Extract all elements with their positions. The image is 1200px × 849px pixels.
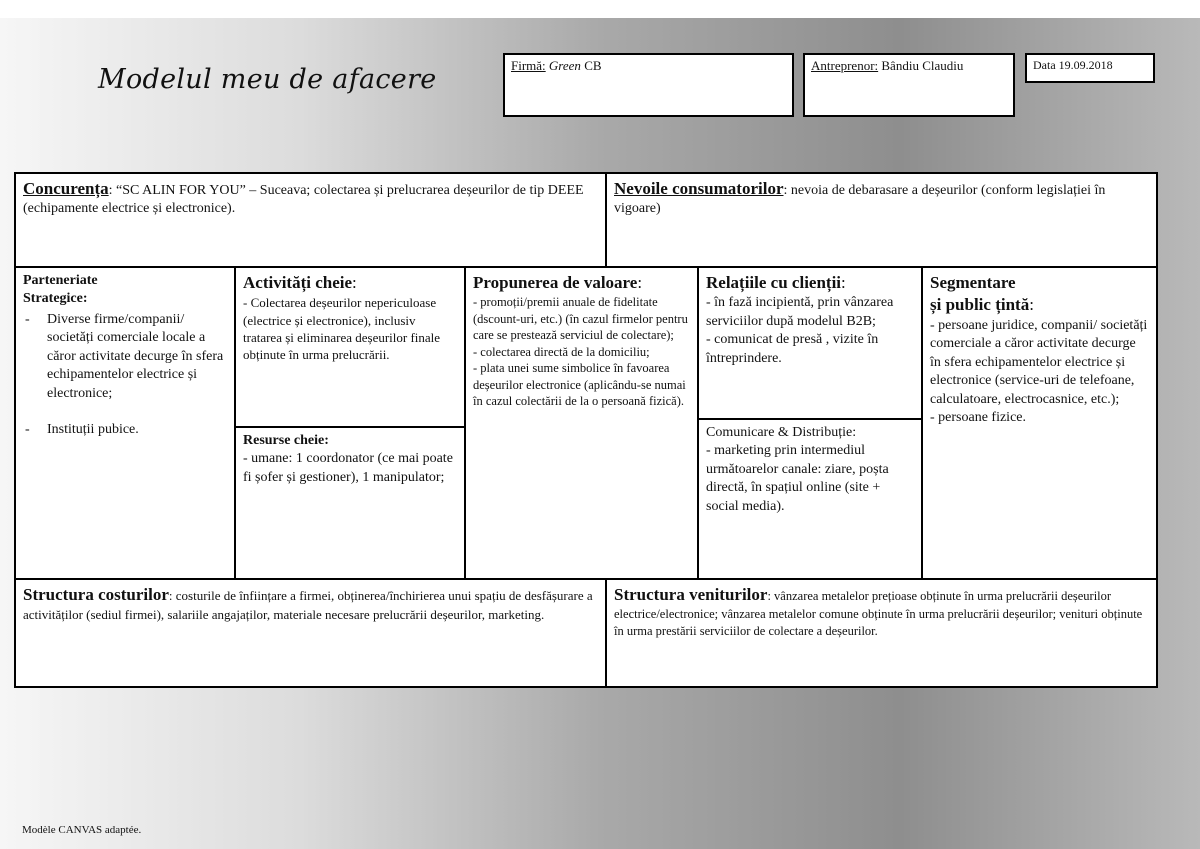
page-title: Modelul meu de afacere <box>98 64 437 95</box>
competition-heading: Concurența <box>23 179 109 198</box>
value-proposition-cell <box>464 266 699 580</box>
partnerships-heading-1: Parteneriate <box>23 273 98 288</box>
revenue-structure-heading: Structura veniturilor <box>614 585 768 604</box>
key-resources-cell <box>234 426 466 580</box>
firm-box <box>503 53 794 117</box>
customer-relations-heading: Relațiile cu clienții <box>706 273 842 292</box>
cost-structure-cell <box>14 578 607 688</box>
cost-structure-heading: Structura costurilor <box>23 585 169 604</box>
customer-relations-cell <box>697 266 923 420</box>
segmentation-colon: : <box>1029 295 1034 315</box>
partnerships-item: - Instituții pubice. <box>23 421 227 439</box>
entrepreneur-value: Bândiu Claudiu <box>878 58 964 73</box>
key-activities-text: - Colectarea deșeurilor nepericuloase (electrice și electronice), inclusiv tratarea și eliminarea deșeurilor finale obținute în urma prelucrării. <box>243 295 441 362</box>
entrepreneur-label: Antreprenor: <box>811 58 879 73</box>
firm-label: Firmă: <box>511 58 546 73</box>
revenue-structure-text: : vânzarea metalelor prețioase obținute în urma prelucrării deșeurilor electrice/electronice; vânzarea metalelor comune obținute în urma prelucrării deșeurilor; venituri obținute în urma prestării serviciilor de colectare a deșeurilor. <box>614 589 1143 638</box>
consumer-needs-cell <box>605 172 1158 268</box>
entrepreneur-box <box>803 53 1015 117</box>
communication-text: - marketing prin intermediul următoarelor canale: ziare, poșta directă, în spațiul online (site + social media). <box>706 443 889 514</box>
partnerships-item: - Diverse firme/companii/ societăți comerciale locale a căror activitate decurge în sfera echipamentelor electrice și electronice; <box>23 311 227 403</box>
segmentation-line: - persoane fizice. <box>930 410 1026 426</box>
key-activities-cell <box>234 266 466 428</box>
segmentation-heading-1: Segmentare <box>930 273 1016 292</box>
partnerships-heading-2: Strategice: <box>23 291 88 307</box>
competition-text: : “SC ALIN FOR YOU” – Suceava; colectarea și prelucrarea deșeurilor de tip DEEE (echipamente electrice și electronice). <box>23 183 584 217</box>
key-activities-heading: Activități cheie <box>243 273 353 292</box>
revenue-structure-cell <box>605 578 1158 688</box>
value-proposition-heading: Propunerea de valoare <box>473 273 638 292</box>
key-activities-colon: : <box>352 273 357 292</box>
customer-relations-colon: : <box>841 273 846 292</box>
firm-value: Green <box>548 58 581 73</box>
communication-distribution-cell <box>697 418 923 580</box>
communication-heading: Comunicare & Distribuție: <box>706 425 857 440</box>
segmentation-line: - persoane juridice, companii/ societăți comerciale a căror activitate decurge în sfera echipamentelor electrice și electronice (service-uri de telefoane, calculatoare, electrocasnice, etc.); <box>930 317 1148 407</box>
footer-note: Modèle CANVAS adaptée. <box>22 824 142 836</box>
date-text: Data 19.09.2018 <box>1033 58 1113 72</box>
segmentation-cell <box>921 266 1158 580</box>
value-proposition-line: - plata unei sume simbolice în favoarea deșeurilor electronice (aplicându-se numai în cazul colectării de la o persoană fizică). <box>473 361 686 409</box>
customer-relations-line: - în fază incipientă, prin vânzarea serviciilor după modelul B2B; <box>706 295 894 329</box>
value-proposition-line: - promoții/premii anuale de fidelitate (dscount-uri, etc.) (în cazul firmelor pentru care se prestează serviciul de colectare); <box>473 295 688 343</box>
partnerships-list <box>23 311 227 440</box>
customer-relations-line: - comunicat de presă , vizite în întreprindere. <box>706 332 879 366</box>
segmentation-heading-2: și public țintă <box>930 295 1030 315</box>
business-model-canvas <box>14 172 1156 688</box>
value-proposition-colon: : <box>637 273 643 292</box>
cost-structure-text: : costurile de înființare a firmei, obținerea/închirierea unui spațiu de desfășurare a activităților (sediul firmei), salariile angajaților, materiale necesare prelucrării deșeurilor, marketing. <box>23 588 593 623</box>
key-resources-heading: Resurse cheie: <box>243 433 329 448</box>
key-resources-text: - umane: 1 coordonator (ce mai poate fi șofer și gestioner), 1 manipulator; <box>243 451 453 485</box>
page-background <box>0 18 1200 849</box>
competition-cell <box>14 172 607 268</box>
value-proposition-line: - colectarea directă de la domiciliu; <box>473 344 650 359</box>
strategic-partnerships-cell <box>14 266 236 580</box>
consumer-needs-text: : nevoia de debarasare a deșeurilor (conform legislației în vigoare) <box>614 183 1106 217</box>
date-box <box>1025 53 1155 83</box>
consumer-needs-heading: Nevoile consumatorilor <box>614 179 784 198</box>
firm-value-suffix: CB <box>580 58 602 73</box>
